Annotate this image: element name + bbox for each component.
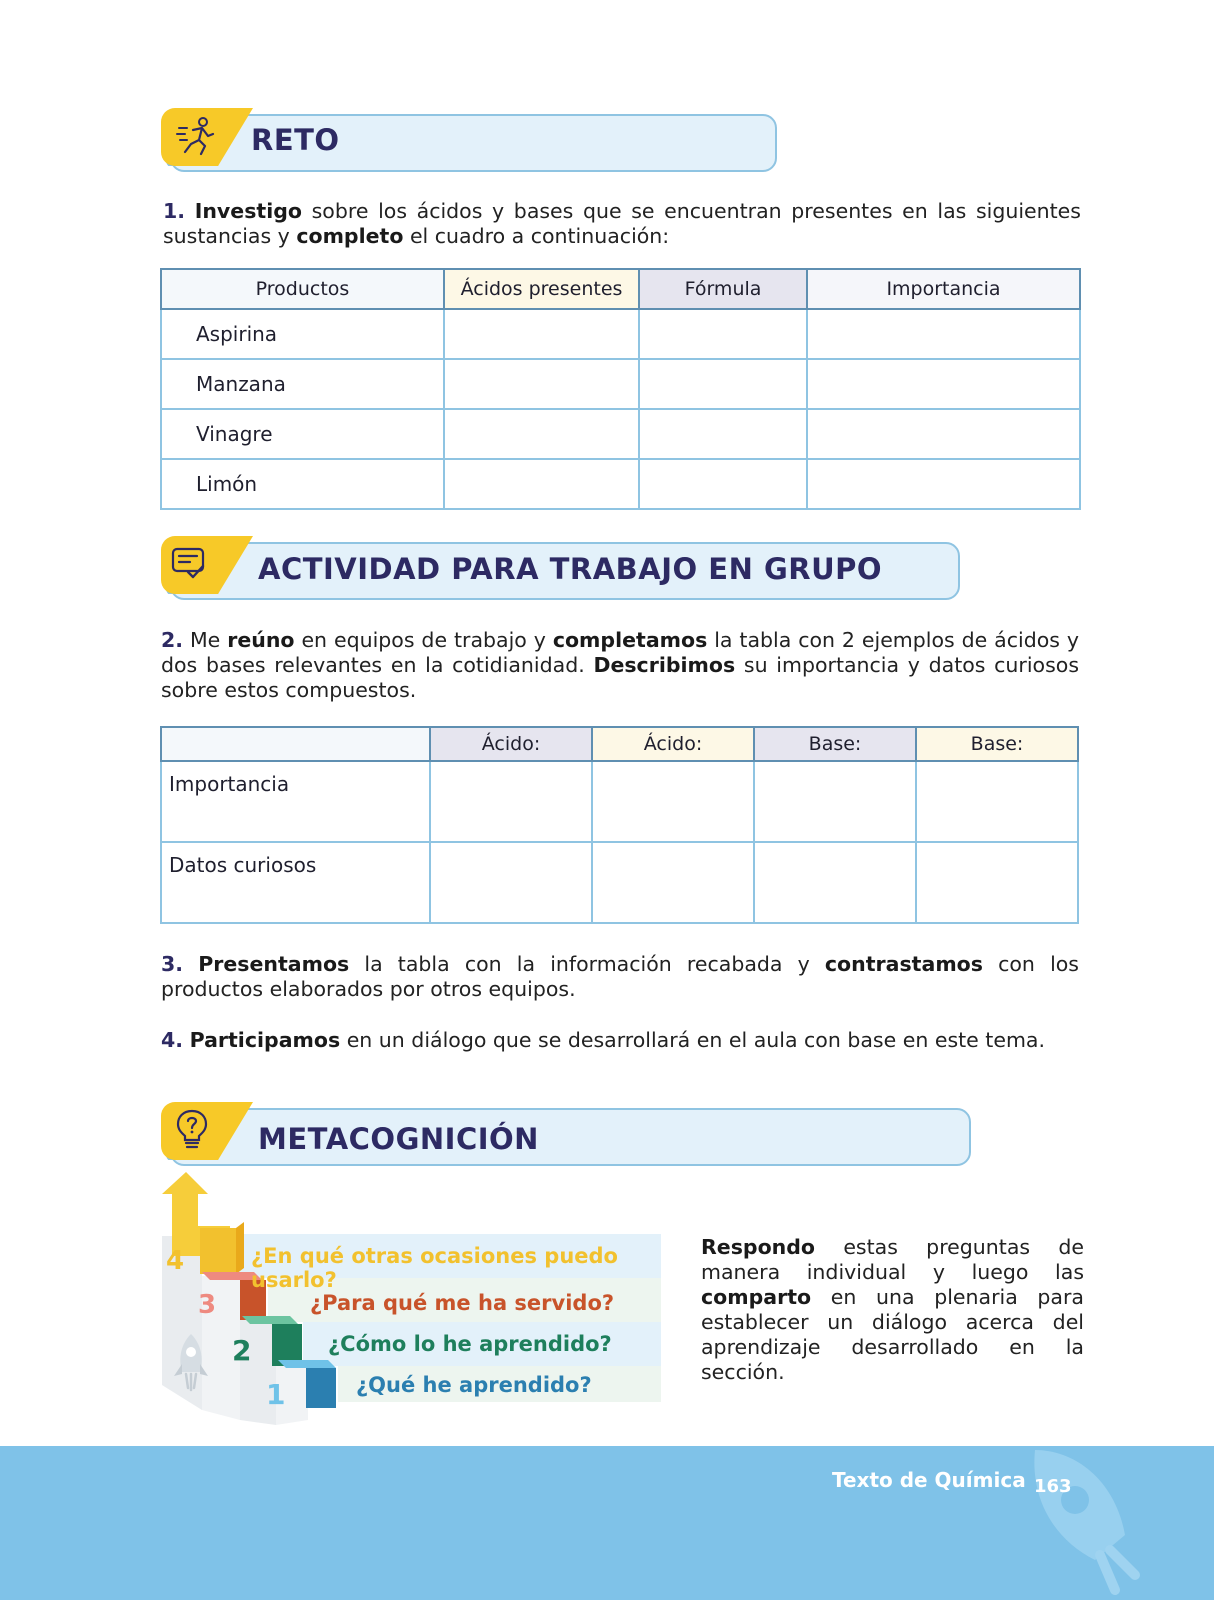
table-row <box>161 459 1080 509</box>
table-row <box>161 842 1078 923</box>
step-number-1: 1 <box>266 1378 286 1411</box>
cell[interactable] <box>639 459 807 509</box>
table-row <box>161 309 1080 359</box>
reto-title: RETO <box>251 123 340 157</box>
cell[interactable] <box>430 761 592 842</box>
q2-verb-1: reúno <box>227 628 295 652</box>
q3-verb-2: contrastamos <box>824 952 983 976</box>
page-number: 163 <box>1034 1476 1072 1497</box>
step-number-2: 2 <box>232 1334 252 1367</box>
cell[interactable] <box>639 309 807 359</box>
cell[interactable] <box>807 409 1080 459</box>
meta-paragraph <box>701 1235 1084 1385</box>
header-acidos: Ácidos presentes <box>444 269 639 309</box>
row-label: Datos curiosos <box>161 842 430 923</box>
row-label: Vinagre <box>161 409 444 459</box>
cell[interactable] <box>754 761 916 842</box>
header-empty <box>161 727 430 761</box>
lightbulb-question-icon <box>174 1108 210 1150</box>
q1-verb-2: completo <box>296 224 404 248</box>
row-label: Limón <box>161 459 444 509</box>
row-label: Aspirina <box>161 309 444 359</box>
question-4 <box>161 1028 1079 1053</box>
checklist-icon <box>170 544 208 582</box>
products-table-header <box>161 269 1080 309</box>
q2-text-3: su importancia y datos curiosos sobre estos compuestos. <box>161 653 1079 702</box>
q3-text-1: la tabla con la información recabada y <box>349 952 825 976</box>
q2-text-0: Me <box>183 628 228 652</box>
cell[interactable] <box>754 842 916 923</box>
footer-book-title: Texto de Química <box>832 1468 1026 1492</box>
cell[interactable] <box>916 761 1078 842</box>
cell[interactable] <box>444 459 639 509</box>
q2-verb-3: Describimos <box>593 653 736 677</box>
table-row <box>161 359 1080 409</box>
cell[interactable] <box>430 842 592 923</box>
metacognition-staircase <box>158 1170 664 1430</box>
row-label: Manzana <box>161 359 444 409</box>
question-1 <box>163 199 1081 249</box>
q1-text-2: el cuadro a continuación: <box>403 224 670 248</box>
question-2 <box>161 628 1079 703</box>
meta-verb-2: comparto <box>701 1285 812 1309</box>
q4-verb-1: Participamos <box>189 1028 341 1052</box>
footer-rocket-icon <box>1005 1440 1145 1600</box>
q2-verb-2: completamos <box>552 628 708 652</box>
acids-bases-table <box>160 726 1079 924</box>
cell[interactable] <box>807 459 1080 509</box>
q1-text-1: sobre los ácidos y bases que se encuentran presentes en las siguientes sustancias y <box>163 199 1081 248</box>
cell[interactable] <box>444 309 639 359</box>
meta-title: METACOGNICIÓN <box>258 1122 539 1156</box>
runner-icon <box>175 114 219 158</box>
cell[interactable] <box>916 842 1078 923</box>
products-table <box>160 268 1081 510</box>
cell[interactable] <box>444 409 639 459</box>
header-base-1: Base: <box>754 727 916 761</box>
question-step-1: ¿Qué he aprendido? <box>356 1373 592 1397</box>
cell[interactable] <box>444 359 639 409</box>
meta-text-1: estas preguntas de manera individual y luego las <box>701 1235 1084 1284</box>
q2-text-2: la tabla con 2 ejemplos de ácidos y dos bases relevantes en la cotidianidad. <box>161 628 1079 677</box>
cell[interactable] <box>807 359 1080 409</box>
cell[interactable] <box>592 842 754 923</box>
header-acido-1: Ácido: <box>430 727 592 761</box>
table-row <box>161 409 1080 459</box>
q1-verb-1: Investigo <box>194 199 302 223</box>
cell[interactable] <box>592 761 754 842</box>
q4-text-1: en un diálogo que se desarrollará en el aula con base en este tema. <box>340 1028 1046 1052</box>
question-3 <box>161 952 1079 1002</box>
q2-text-1: en equipos de trabajo y <box>294 628 553 652</box>
q2-number: 2. <box>161 628 184 652</box>
header-acido-2: Ácido: <box>592 727 754 761</box>
question-step-3: ¿Para qué me ha servido? <box>310 1291 615 1315</box>
grupo-title: ACTIVIDAD PARA TRABAJO EN GRUPO <box>258 552 883 586</box>
q4-number: 4. <box>161 1028 184 1052</box>
meta-verb-1: Respondo <box>701 1235 816 1259</box>
header-base-2: Base: <box>916 727 1078 761</box>
step-number-3: 3 <box>198 1290 217 1320</box>
table-row <box>161 761 1078 842</box>
question-step-2: ¿Cómo lo he aprendido? <box>328 1332 612 1356</box>
q3-verb-1: Presentamos <box>198 952 350 976</box>
meta-text-2: en una plenaria para establecer un diálogo acerca del aprendizaje desarrollado en la sección. <box>701 1285 1084 1384</box>
cell[interactable] <box>639 359 807 409</box>
cell[interactable] <box>807 309 1080 359</box>
header-importancia: Importancia <box>807 269 1080 309</box>
cell[interactable] <box>639 409 807 459</box>
q3-text-2: con los productos elaborados por otros equipos. <box>161 952 1079 1001</box>
header-productos: Productos <box>161 269 444 309</box>
q3-number: 3. <box>161 952 184 976</box>
row-label: Importancia <box>161 761 430 842</box>
rocket-icon <box>166 1332 216 1392</box>
header-formula: Fórmula <box>639 269 807 309</box>
q1-number: 1. <box>163 199 186 223</box>
step-number-4: 4 <box>166 1246 185 1276</box>
acids-bases-header <box>161 727 1078 761</box>
question-step-4: ¿En qué otras ocasiones puedo usarlo? <box>251 1244 618 1292</box>
